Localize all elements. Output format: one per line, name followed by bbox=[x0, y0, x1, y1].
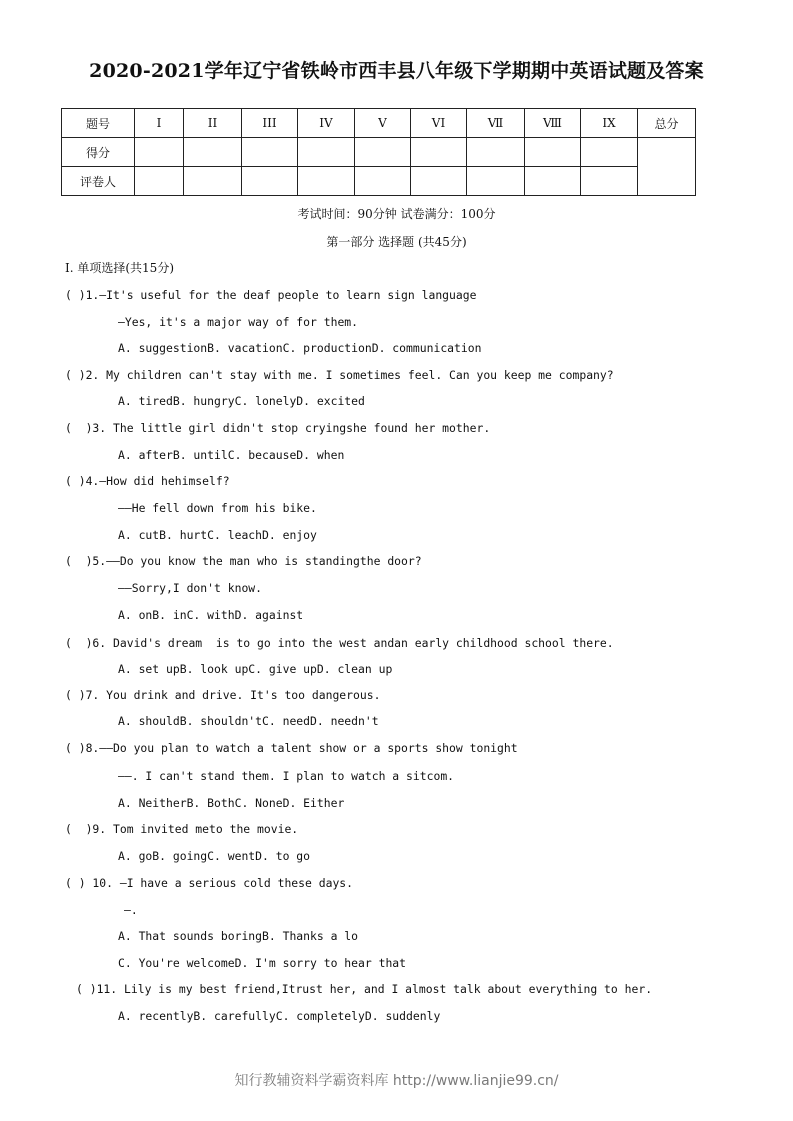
score-table-header-cell: IV bbox=[298, 109, 355, 138]
question-line: ——Sorry,I don't know. bbox=[118, 581, 263, 595]
grader-cell bbox=[525, 167, 581, 196]
question-line: ( )3. The little girl didn't stop cryingshe found her mother. bbox=[65, 421, 491, 435]
part-title: 第一部分 选择题 (共45分) bbox=[326, 235, 467, 249]
grader-cell bbox=[242, 167, 298, 196]
score-cell bbox=[298, 138, 355, 167]
score-table-header-cell: III bbox=[242, 109, 298, 138]
answer-options: C. You're welcomeD. I'm sorry to hear that bbox=[118, 956, 407, 970]
score-cell bbox=[411, 138, 467, 167]
score-row-label: 得分 bbox=[62, 138, 135, 167]
question-line: ( )4.—How did hehimself? bbox=[65, 474, 230, 488]
score-cell bbox=[581, 138, 638, 167]
score-cell bbox=[467, 138, 525, 167]
score-table-header-cell: II bbox=[184, 109, 242, 138]
grader-cell bbox=[135, 167, 184, 196]
score-cell bbox=[135, 138, 184, 167]
grader-table-row bbox=[62, 167, 696, 196]
score-table-header-cell: V bbox=[355, 109, 411, 138]
total-score-cell bbox=[638, 138, 696, 196]
score-cell bbox=[184, 138, 242, 167]
answer-options: A. set upB. look upC. give upD. clean up bbox=[118, 662, 393, 676]
question-line: ( )9. Tom invited meto the movie. bbox=[65, 822, 299, 836]
answer-options: A. goB. goingC. wentD. to go bbox=[118, 849, 311, 863]
score-cell bbox=[355, 138, 411, 167]
question-line: ( )6. David's dream is to go into the west andan early childhood school there. bbox=[65, 636, 614, 650]
grader-cell bbox=[467, 167, 525, 196]
answer-options: A. onB. inC. withD. against bbox=[118, 608, 304, 622]
question-line: ( )5.——Do you know the man who is standingthe door? bbox=[65, 554, 422, 568]
answer-options: A. afterB. untilC. becauseD. when bbox=[118, 448, 345, 462]
answer-options: A. shouldB. shouldn'tC. needD. needn't bbox=[118, 714, 379, 728]
question-line: ( )2. My children can't stay with me. I sometimes feel. Can you keep me company? bbox=[65, 368, 614, 382]
grader-cell bbox=[355, 167, 411, 196]
grader-cell bbox=[411, 167, 467, 196]
grader-cell bbox=[581, 167, 638, 196]
score-cell bbox=[525, 138, 581, 167]
grader-cell bbox=[184, 167, 242, 196]
question-line: ——He fell down from his bike. bbox=[118, 501, 317, 515]
score-table-header-cell: VI bbox=[411, 109, 467, 138]
question-line: ——. I can't stand them. I plan to watch a sitcom. bbox=[118, 769, 455, 783]
score-table bbox=[61, 108, 696, 196]
score-cell bbox=[242, 138, 298, 167]
exam-info: 考试时间：90分钟 试卷满分：100分 bbox=[297, 207, 496, 221]
score-table-header-cell: I bbox=[135, 109, 184, 138]
document-title: 2020-2021学年辽宁省铁岭市西丰县八年级下学期期中英语试题及答案 bbox=[89, 60, 704, 82]
question-line: ( )8.——Do you plan to watch a talent show or a sports show tonight bbox=[65, 741, 518, 755]
score-table-header-cell: IX bbox=[581, 109, 638, 138]
grader-row-label: 评卷人 bbox=[62, 167, 135, 196]
question-line: ( ) 10. —I have a serious cold these days. bbox=[65, 876, 354, 890]
answer-options: A. recentlyB. carefullyC. completelyD. suddenly bbox=[118, 1009, 441, 1023]
question-line: ( )1.—It's useful for the deaf people to learn sign language bbox=[65, 288, 477, 302]
question-line: ( )7. You drink and drive. It's too dangerous. bbox=[65, 688, 381, 702]
score-table-header-cell: Ⅶ bbox=[467, 109, 525, 138]
question-line: ( )11. Lily is my best friend,Itrust her, and I almost talk about everything to her. bbox=[76, 982, 653, 996]
question-line: —. bbox=[124, 903, 138, 917]
answer-options: A. NeitherB. BothC. NoneD. Either bbox=[118, 796, 345, 810]
score-table-header-cell: 总分 bbox=[638, 109, 696, 138]
answer-options: A. That sounds boringB. Thanks a lo bbox=[118, 929, 359, 943]
answer-options: A. cutB. hurtC. leachD. enjoy bbox=[118, 528, 317, 542]
question-line: —Yes, it's a major way of for them. bbox=[118, 315, 359, 329]
score-table-header-cell: Ⅷ bbox=[525, 109, 581, 138]
score-table-row bbox=[62, 138, 696, 167]
score-table-header-cell: 题号 bbox=[62, 109, 135, 138]
answer-options: A. tiredB. hungryC. lonelyD. excited bbox=[118, 394, 365, 408]
score-table-header-row bbox=[62, 109, 696, 138]
footer-watermark: 知行教辅资料学霸资料库 http://www.lianjie99.cn/ bbox=[234, 1073, 559, 1089]
section-title: I. 单项选择(共15分) bbox=[65, 261, 175, 275]
answer-options: A. suggestionB. vacationC. productionD. communication bbox=[118, 341, 482, 355]
grader-cell bbox=[298, 167, 355, 196]
